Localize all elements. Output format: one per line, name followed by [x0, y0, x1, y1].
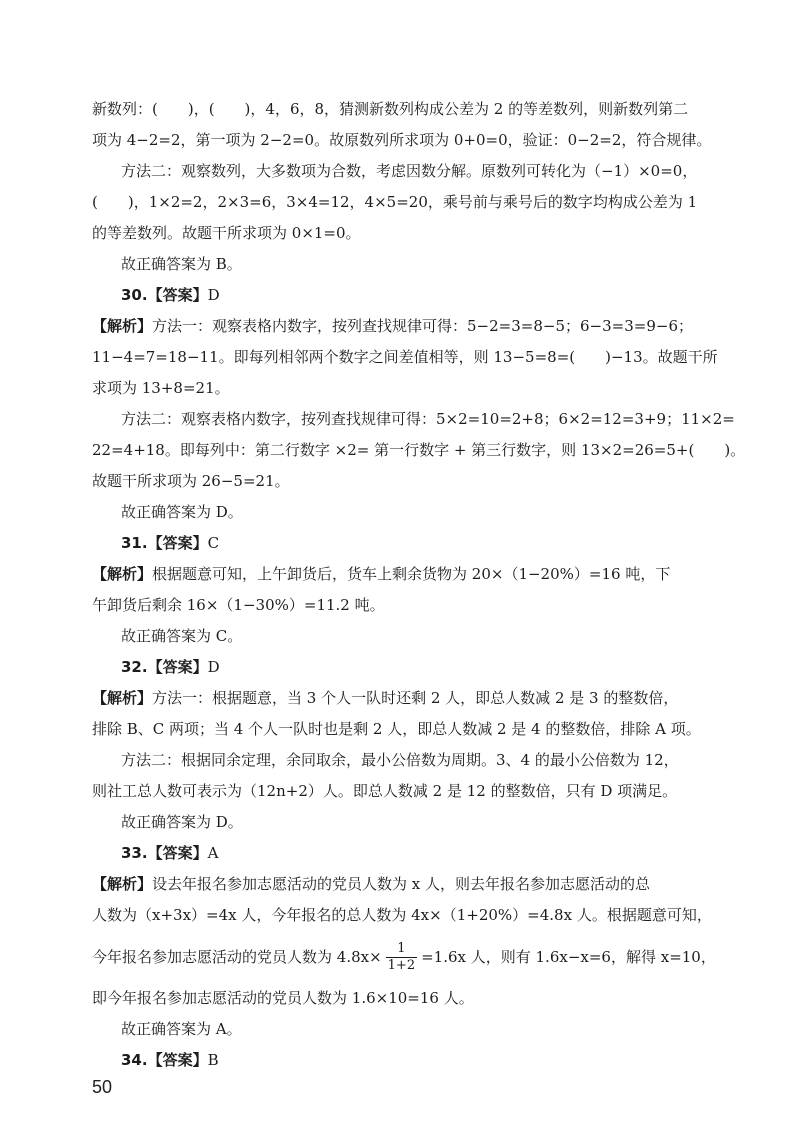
line-text: D: [207, 658, 220, 676]
text-line: [92, 983, 724, 1014]
line-text: 人数为（x+3x）=4x 人，今年报名的总人数为 4x×（1+20%）=4.8x 人。根据题意可知，: [92, 906, 712, 924]
line-text: 故正确答案为 C。: [121, 627, 243, 645]
bold-label: 【解析】: [92, 565, 153, 583]
text-line: [92, 435, 746, 466]
text-line: [92, 497, 724, 528]
text-line: [92, 94, 724, 125]
bold-label: 【解析】: [92, 875, 153, 893]
line-text: 方法二：根据同余定理，余同取余，最小公倍数为周期。3、4 的最小公倍数为 12，: [121, 751, 679, 769]
text-line: [92, 683, 724, 714]
line-text: 22=4+18。即每列中：第二行数字 ×2= 第一行数字 + 第三行数字，则 13×2=26=5+( )。: [92, 441, 746, 459]
text-line: [92, 714, 724, 745]
line-text: A: [207, 844, 219, 862]
line-text: 求项为 13+8=21。: [92, 379, 230, 397]
fraction-line: [92, 931, 724, 983]
text-line: [92, 218, 724, 249]
bold-label: 34.【答案】: [121, 1051, 208, 1069]
text-line: [92, 249, 724, 280]
line-text: 即今年报名参加志愿活动的党员人数为 1.6×10=16 人。: [92, 989, 474, 1007]
page-number: 50: [92, 1077, 113, 1097]
text-line: [92, 466, 724, 497]
fraction-numerator: 1: [397, 940, 406, 956]
line-text: 则社工总人数可表示为（12n+2）人。即总人数减 2 是 12 的整数倍，只有 D 项满足。: [92, 782, 678, 800]
text-line: [92, 590, 724, 621]
line-text: 方法一：根据题意，当 3 个人一队时还剩 2 人，即总人数减 2 是 3 的整数倍，: [152, 689, 679, 707]
bold-label: 31.【答案】: [121, 534, 208, 552]
line-text: 故正确答案为 A。: [121, 1020, 242, 1038]
answer-explanation-body: [92, 94, 746, 1076]
bold-label: 【解析】: [92, 317, 153, 335]
text-line: [92, 1045, 724, 1076]
text-line: [92, 807, 724, 838]
text-line: [92, 900, 724, 931]
line-text: 项为 4−2=2，第一项为 2−2=0。故原数列所求项为 0+0=0，验证：0−2=2，符合规律。: [92, 131, 712, 149]
text-line: [92, 156, 724, 187]
text-line: [92, 621, 724, 652]
text-line: [92, 342, 724, 373]
text-line: [92, 528, 724, 559]
text-line: [92, 745, 724, 776]
text-block-lower: [92, 983, 724, 1076]
line-text: 11−4=7=18−11。即每列相邻两个数字之间差值相等，则 13−5=8=( )−13。故题干所: [92, 348, 718, 366]
text-line: [92, 125, 724, 156]
text-line: [92, 1014, 724, 1045]
text-line: [92, 373, 724, 404]
line-text: C: [207, 534, 220, 552]
line-text: 故正确答案为 D。: [121, 503, 243, 521]
line-text: ( )，1×2=2，2×3=6，3×4=12，4×5=20，乘号前与乘号后的数字均构成公差为 1: [92, 193, 698, 211]
line-text: 根据题意可知，上午卸货后，货车上剩余货物为 20×（1−20%）=16 吨，下: [152, 565, 671, 583]
line-text: 故题干所求项为 26−5=21。: [92, 472, 290, 490]
text-block-upper: [92, 94, 746, 931]
line-text: 新数列：( )，( )，4，6，8，猜测新数列构成公差为 2 的等差数列，则新数列第二: [92, 100, 689, 118]
line-text: 故正确答案为 B。: [121, 255, 242, 273]
text-line: [92, 311, 724, 342]
bold-label: 30.【答案】: [121, 286, 208, 304]
line-text: B: [207, 1051, 219, 1069]
text-line: [92, 652, 724, 683]
fraction-line-before: 今年报名参加志愿活动的党员人数为 4.8x×: [92, 947, 382, 966]
fraction-denominator: 1+2: [387, 957, 416, 973]
text-line: [92, 838, 724, 869]
line-text: 午卸货后剩余 16×（1−30%）=11.2 吨。: [92, 596, 385, 614]
line-text: 设去年报名参加志愿活动的党员人数为 x 人，则去年报名参加志愿活动的总: [152, 875, 651, 893]
text-line: [92, 559, 724, 590]
line-text: 方法二：观察数列，大多数项为合数，考虑因数分解。原数列可转化为（−1）×0=0，: [121, 162, 698, 180]
line-text: 排除 B、C 两项；当 4 个人一队时也是剩 2 人，即总人数减 2 是 4 的整数倍，排除 A 项。: [92, 720, 701, 738]
fraction-line-after: =1.6x 人，则有 1.6x−x=6，解得 x=10，: [421, 947, 716, 966]
text-line: [92, 869, 724, 900]
bold-label: 33.【答案】: [121, 844, 208, 862]
line-text: D: [207, 286, 220, 304]
line-text: 的等差数列。故题干所求项为 0×1=0。: [92, 224, 361, 242]
text-line: [92, 280, 724, 311]
line-text: 方法二：观察表格内数字，按列查找规律可得：5×2=10=2+8；6×2=12=3+9；11×2=: [121, 410, 735, 428]
fraction: [386, 941, 417, 974]
line-text: 故正确答案为 D。: [121, 813, 243, 831]
bold-label: 【解析】: [92, 689, 153, 707]
text-line: [92, 187, 724, 218]
text-line: [92, 776, 724, 807]
line-text: 方法一：观察表格内数字，按列查找规律可得：5−2=3=8−5；6−3=3=9−6；: [152, 317, 693, 335]
bold-label: 32.【答案】: [121, 658, 208, 676]
text-line: [92, 404, 735, 435]
